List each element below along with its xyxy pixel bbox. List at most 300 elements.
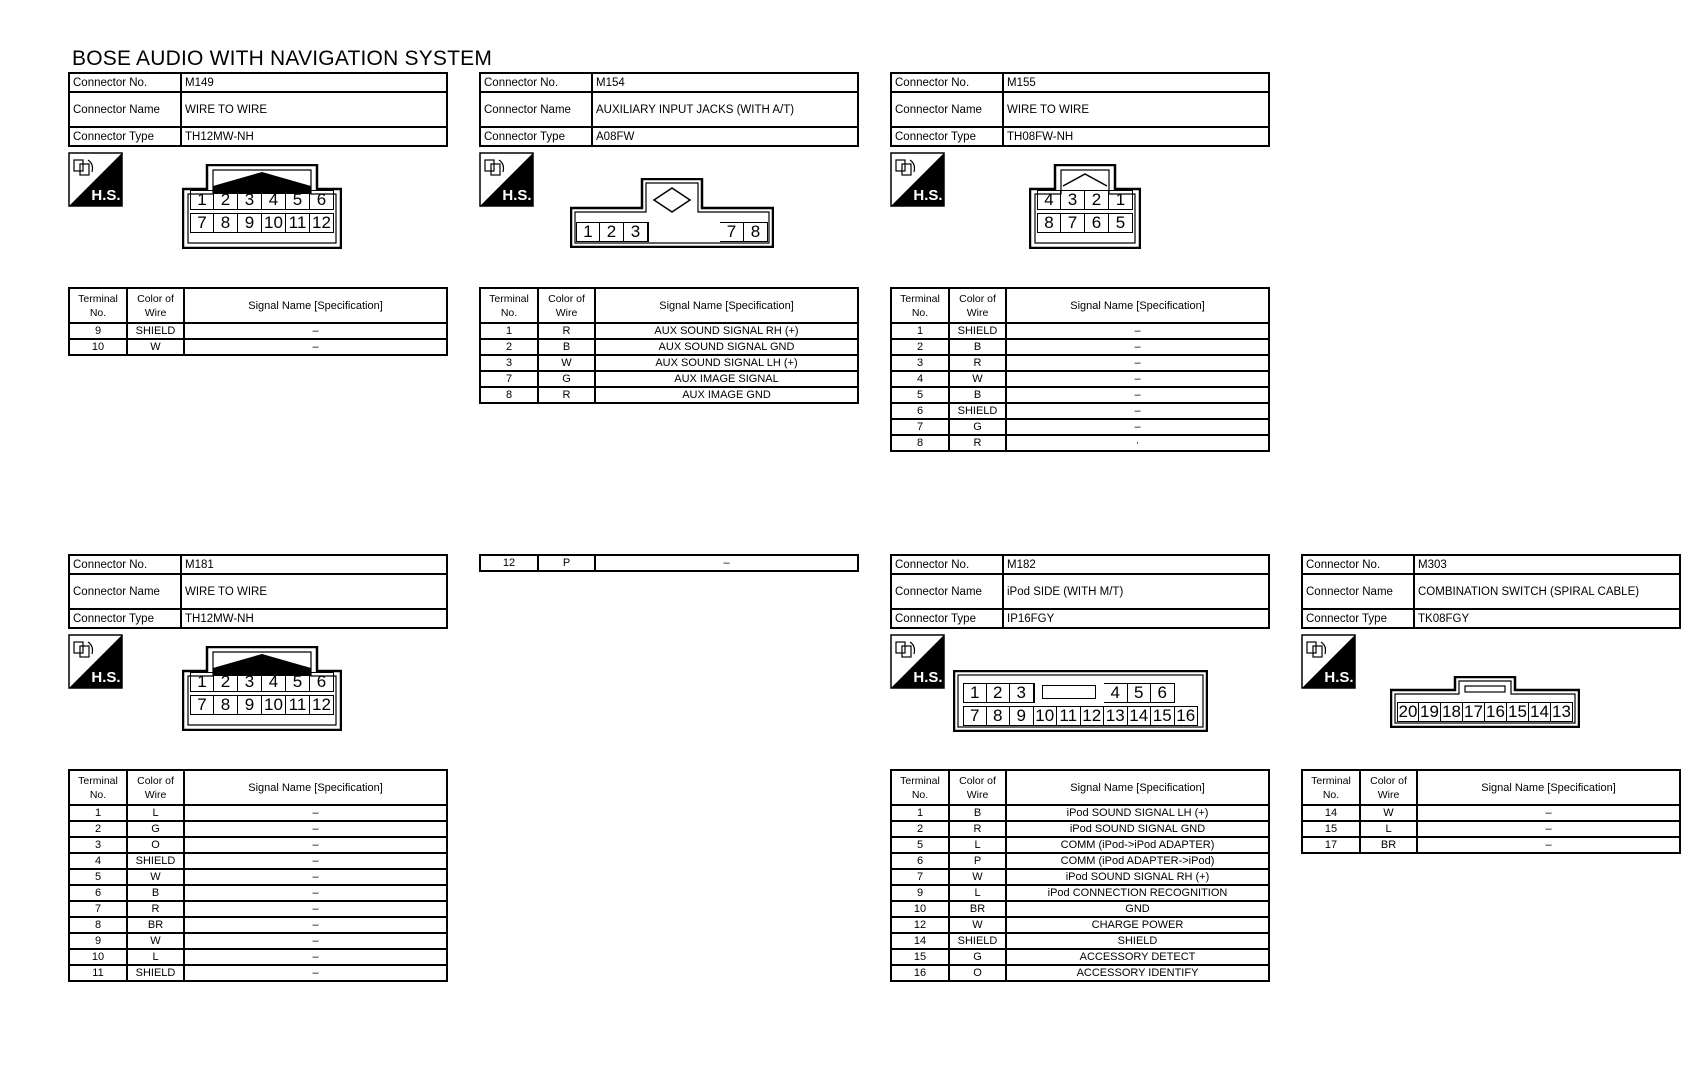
table-cell: – [184, 853, 447, 869]
pin-number: 12 [1081, 706, 1105, 726]
harness-side-icon [68, 152, 123, 207]
table-row [480, 323, 858, 339]
header-label: Connector Name [69, 92, 181, 127]
table-cell: 12 [891, 917, 949, 933]
pin-number: 15 [1151, 706, 1175, 726]
table-cell: P [538, 555, 595, 571]
table-cell: – [1417, 837, 1680, 853]
table-cell: – [1006, 403, 1269, 419]
table-row [891, 917, 1269, 933]
table-cell: 2 [69, 821, 127, 837]
table-row [69, 853, 447, 869]
table-row [69, 869, 447, 885]
table-cell: L [127, 949, 184, 965]
table-cell: 5 [891, 387, 949, 403]
header-label: Connector No. [69, 73, 181, 92]
pin-number: 5 [286, 672, 310, 692]
table-cell: iPod SOUND SIGNAL GND [1006, 821, 1269, 837]
table-cell: L [127, 805, 184, 821]
column-header: Terminal No. [480, 288, 538, 323]
connector-header [68, 554, 448, 629]
header-label: Connector Name [69, 574, 181, 609]
header-value: M182 [1003, 555, 1269, 574]
table-cell: L [949, 837, 1006, 853]
table-row [891, 821, 1269, 837]
table-cell: 6 [891, 853, 949, 869]
table-cell: BR [949, 901, 1006, 917]
table-row [891, 837, 1269, 853]
table-cell: O [949, 965, 1006, 981]
table-cell: – [184, 837, 447, 853]
table-cell: B [538, 339, 595, 355]
table-cell: SHIELD [127, 853, 184, 869]
header-label: Connector Type [891, 127, 1003, 146]
table-cell: W [949, 869, 1006, 885]
pin-number: 16 [1175, 706, 1199, 726]
table-row [891, 949, 1269, 965]
table-cell: 3 [69, 837, 127, 853]
table-cell: 1 [69, 805, 127, 821]
pin-number: 7 [963, 706, 987, 726]
header-label: Connector Type [1302, 609, 1414, 628]
table-row [891, 419, 1269, 435]
table-cell: 6 [891, 403, 949, 419]
table-cell: B [127, 885, 184, 901]
table-cell: 1 [891, 805, 949, 821]
column-header: Color of Wire [127, 288, 184, 323]
table-row [891, 339, 1269, 355]
connector-block-m182 [890, 554, 1270, 979]
table-cell: 17 [1302, 837, 1360, 853]
column-header: Signal Name [Specification] [184, 288, 447, 323]
header-label: Connector No. [891, 73, 1003, 92]
pin-blank [696, 222, 720, 242]
table-cell: G [538, 371, 595, 387]
table-row [69, 821, 447, 837]
pin-number: 8 [214, 213, 238, 233]
table-cell: W [127, 339, 184, 355]
table-cell: SHIELD [949, 323, 1006, 339]
table-row [480, 355, 858, 371]
table-cell: 14 [1302, 805, 1360, 821]
header-label: Connector No. [69, 555, 181, 574]
pin-number: 9 [238, 695, 262, 715]
table-cell: 14 [891, 933, 949, 949]
table-cell: 7 [69, 901, 127, 917]
table-cell: – [184, 965, 447, 981]
table-row [69, 901, 447, 917]
table-cell: 12 [480, 555, 538, 571]
pin-number: 3 [1061, 190, 1085, 210]
pin-number: 1 [190, 190, 214, 210]
pin-row [190, 190, 334, 210]
table-cell: R [949, 821, 1006, 837]
header-value: TH12MW-NH [181, 127, 447, 146]
table-cell: AUX SOUND SIGNAL RH (+) [595, 323, 858, 339]
table-cell: G [949, 949, 1006, 965]
table-cell: 2 [891, 821, 949, 837]
header-label: Connector Name [480, 92, 592, 127]
pin-number: 3 [1010, 683, 1034, 703]
connector-block-m181 [68, 554, 448, 979]
pin-number: 10 [262, 213, 286, 233]
table-cell: SHIELD [949, 933, 1006, 949]
page-title: BOSE AUDIO WITH NAVIGATION SYSTEM [72, 47, 493, 70]
connector-block-m149 [68, 72, 448, 353]
table-cell: 3 [480, 355, 538, 371]
table-cell: 2 [480, 339, 538, 355]
pin-number: 7 [720, 222, 744, 242]
harness-side-icon [479, 152, 534, 207]
pin-number: 1 [190, 672, 214, 692]
table-cell: R [949, 355, 1006, 371]
table-cell: AUX SOUND SIGNAL GND [595, 339, 858, 355]
table-cell: 10 [69, 949, 127, 965]
table-cell: B [949, 387, 1006, 403]
table-cell: SHIELD [127, 965, 184, 981]
pin-row [190, 213, 334, 233]
pin-number: 9 [238, 213, 262, 233]
table-cell: – [1006, 339, 1269, 355]
header-value: TK08FGY [1414, 609, 1680, 628]
svg-text:H.S.: H.S. [1324, 669, 1354, 686]
pin-number: 5 [1109, 213, 1133, 233]
pin-number: 2 [214, 672, 238, 692]
table-cell: iPod CONNECTION RECOGNITION [1006, 885, 1269, 901]
pin-number: 11 [286, 213, 310, 233]
table-cell: – [1006, 355, 1269, 371]
signal-table [1301, 769, 1681, 854]
table-cell: 4 [69, 853, 127, 869]
table-cell: L [949, 885, 1006, 901]
connector-header [68, 72, 448, 147]
table-row [69, 837, 447, 853]
table-cell: AUX SOUND SIGNAL LH (+) [595, 355, 858, 371]
column-header: Color of Wire [949, 288, 1006, 323]
pin-number: 4 [1037, 190, 1061, 210]
table-cell: – [1006, 419, 1269, 435]
header-value: M154 [592, 73, 858, 92]
table-cell: AUX IMAGE GND [595, 387, 858, 403]
table-cell: – [184, 821, 447, 837]
column-header: Color of Wire [127, 770, 184, 805]
table-cell: – [184, 339, 447, 355]
table-cell: 8 [480, 387, 538, 403]
pin-number: 3 [238, 672, 262, 692]
header-label: Connector Type [480, 127, 592, 146]
table-cell: – [184, 933, 447, 949]
pin-number: 2 [987, 683, 1011, 703]
pin-row [963, 683, 1175, 703]
table-cell: SHIELD [949, 403, 1006, 419]
column-header: Terminal No. [69, 288, 127, 323]
table-cell: ACCESSORY IDENTIFY [1006, 965, 1269, 981]
connector-header [890, 72, 1270, 147]
column-header: Color of Wire [1360, 770, 1417, 805]
connector-block-m154 [479, 72, 859, 401]
column-header: Signal Name [Specification] [1006, 288, 1269, 323]
harness-side-icon [1301, 634, 1356, 689]
signal-table [890, 769, 1270, 982]
header-value: iPod SIDE (WITH M/T) [1003, 574, 1269, 609]
table-row [1302, 821, 1680, 837]
table-cell: 7 [480, 371, 538, 387]
connector-block-m303 [1301, 554, 1681, 851]
header-value: AUXILIARY INPUT JACKS (WITH A/T) [592, 92, 858, 127]
signal-table [890, 287, 1270, 452]
table-cell: – [1006, 371, 1269, 387]
connector-header [479, 72, 859, 147]
table-cell: 15 [1302, 821, 1360, 837]
pin-number: 6 [310, 190, 334, 210]
pin-number: 9 [1010, 706, 1034, 726]
header-value: WIRE TO WIRE [181, 574, 447, 609]
table-row [891, 901, 1269, 917]
pin-number: 20 [1398, 702, 1418, 721]
pin-number: 2 [600, 222, 624, 242]
table-row [891, 965, 1269, 981]
pin-row [1037, 190, 1133, 210]
table-row [480, 371, 858, 387]
table-row [480, 387, 858, 403]
table-row [1302, 837, 1680, 853]
table-row [69, 933, 447, 949]
svg-text:H.S.: H.S. [502, 187, 532, 204]
table-cell: 8 [891, 435, 949, 451]
header-value: COMBINATION SWITCH (SPIRAL CABLE) [1414, 574, 1680, 609]
table-cell: – [184, 901, 447, 917]
pin-row [576, 222, 768, 242]
pin-number: 8 [987, 706, 1011, 726]
table-cell: COMM (iPod->iPod ADAPTER) [1006, 837, 1269, 853]
table-cell: 1 [480, 323, 538, 339]
table-cell: iPod SOUND SIGNAL LH (+) [1006, 805, 1269, 821]
pin-number: 1 [1109, 190, 1133, 210]
header-value: IP16FGY [1003, 609, 1269, 628]
table-cell: – [184, 805, 447, 821]
table-cell: 2 [891, 339, 949, 355]
table-cell: 9 [69, 933, 127, 949]
pin-number: 3 [238, 190, 262, 210]
table-cell: 8 [69, 917, 127, 933]
pin-number: 6 [310, 672, 334, 692]
column-header: Terminal No. [891, 770, 949, 805]
header-label: Connector Type [69, 609, 181, 628]
table-row [891, 435, 1269, 451]
table-cell: BR [1360, 837, 1417, 853]
pin-number: 6 [1151, 683, 1175, 703]
header-label: Connector Name [891, 92, 1003, 127]
table-cell: – [1006, 387, 1269, 403]
column-header: Signal Name [Specification] [1006, 770, 1269, 805]
signal-table [68, 769, 448, 982]
table-cell: CHARGE POWER [1006, 917, 1269, 933]
pin-number: 17 [1463, 702, 1485, 722]
column-header: Signal Name [Specification] [184, 770, 447, 805]
table-row [891, 869, 1269, 885]
pin-number: 5 [1128, 683, 1152, 703]
table-cell: W [949, 371, 1006, 387]
table-cell: · [1006, 435, 1269, 451]
pin-number: 16 [1485, 702, 1507, 722]
table-cell: R [538, 387, 595, 403]
table-row [891, 371, 1269, 387]
table-cell: W [538, 355, 595, 371]
signal-table [68, 287, 448, 356]
table-cell: SHIELD [127, 323, 184, 339]
column-header: Terminal No. [1302, 770, 1360, 805]
table-cell: 6 [69, 885, 127, 901]
table-cell: – [184, 917, 447, 933]
table-cell: 16 [891, 965, 949, 981]
header-label: Connector Type [69, 127, 181, 146]
table-row [891, 805, 1269, 821]
pin-number: 8 [214, 695, 238, 715]
column-header: Color of Wire [538, 288, 595, 323]
table-cell: – [1417, 805, 1680, 821]
table-row [69, 917, 447, 933]
header-value: TH08FW-NH [1003, 127, 1269, 146]
pin-number: 4 [1104, 683, 1128, 703]
table-cell: ACCESSORY DETECT [1006, 949, 1269, 965]
pin-number: 8 [1037, 213, 1061, 233]
pin-number: 13 [1551, 702, 1573, 722]
table-row [69, 965, 447, 981]
header-label: Connector Name [1302, 574, 1414, 609]
table-cell: 11 [69, 965, 127, 981]
pin-number: 18 [1441, 702, 1463, 722]
header-value: A08FW [592, 127, 858, 146]
pin-number: 2 [214, 190, 238, 210]
table-cell: 15 [891, 949, 949, 965]
table-cell: 3 [891, 355, 949, 371]
pin-row [1037, 213, 1133, 233]
pin-row [1397, 702, 1573, 722]
table-cell: B [949, 339, 1006, 355]
svg-text:H.S.: H.S. [91, 669, 121, 686]
column-header: Terminal No. [891, 288, 949, 323]
table-cell: – [1417, 821, 1680, 837]
header-value: TH12MW-NH [181, 609, 447, 628]
table-cell: W [127, 869, 184, 885]
column-header: Terminal No. [69, 770, 127, 805]
table-row [891, 323, 1269, 339]
svg-text:H.S.: H.S. [91, 187, 121, 204]
pin-number: 14 [1529, 702, 1551, 722]
pin-blank [648, 222, 672, 242]
pin-number: 2 [1085, 190, 1109, 210]
table-cell: G [127, 821, 184, 837]
table-cell: R [127, 901, 184, 917]
table-row [891, 853, 1269, 869]
pin-number: 5 [286, 190, 310, 210]
table-cell: W [127, 933, 184, 949]
table-row [69, 323, 447, 339]
table-cell: 7 [891, 869, 949, 885]
header-label: Connector No. [480, 73, 592, 92]
column-header: Signal Name [Specification] [1417, 770, 1680, 805]
table-cell: – [184, 323, 447, 339]
pin-number: 4 [262, 672, 286, 692]
pin-number: 19 [1419, 702, 1441, 722]
pin-number: 6 [1085, 213, 1109, 233]
pin-row [190, 672, 334, 692]
table-cell: O [127, 837, 184, 853]
header-label: Connector Name [891, 574, 1003, 609]
pin-number: 1 [576, 222, 600, 242]
header-value: M149 [181, 73, 447, 92]
table-cell: COMM (iPod ADAPTER->iPod) [1006, 853, 1269, 869]
table-row [891, 403, 1269, 419]
table-cell: 5 [891, 837, 949, 853]
connector-header [1301, 554, 1681, 629]
latch-slot [1042, 685, 1097, 699]
header-value: M181 [181, 555, 447, 574]
table-cell: GND [1006, 901, 1269, 917]
table-row [69, 339, 447, 355]
header-label: Connector No. [891, 555, 1003, 574]
pin-number: 15 [1507, 702, 1529, 722]
column-header: Color of Wire [949, 770, 1006, 805]
pin-number: 12 [310, 695, 334, 715]
table-cell: R [949, 435, 1006, 451]
pin-number: 13 [1104, 706, 1128, 726]
pin-number: 14 [1128, 706, 1152, 726]
table-row [891, 387, 1269, 403]
table-cell: 9 [891, 885, 949, 901]
pin-number: 4 [262, 190, 286, 210]
pin-number: 7 [190, 695, 214, 715]
harness-side-icon [68, 634, 123, 689]
table-cell: L [1360, 821, 1417, 837]
pin-number: 10 [262, 695, 286, 715]
pin-blank [672, 222, 696, 242]
table-cell: 7 [891, 419, 949, 435]
table-row [480, 555, 858, 571]
pin-number: 7 [190, 213, 214, 233]
table-cell: W [949, 917, 1006, 933]
pin-row [963, 706, 1198, 726]
table-cell: 10 [891, 901, 949, 917]
header-value: WIRE TO WIRE [181, 92, 447, 127]
header-label: Connector Type [891, 609, 1003, 628]
table-cell: B [949, 805, 1006, 821]
table-cell: G [949, 419, 1006, 435]
pin-number: 11 [286, 695, 310, 715]
connector-block-m155 [890, 72, 1270, 449]
table-row [891, 933, 1269, 949]
pin-number: 8 [744, 222, 768, 242]
table-cell: – [184, 949, 447, 965]
header-value: WIRE TO WIRE [1003, 92, 1269, 127]
table-cell: – [184, 869, 447, 885]
table-cell: 9 [69, 323, 127, 339]
pin-number: 1 [963, 683, 987, 703]
harness-side-icon [890, 634, 945, 689]
pin-number: 11 [1057, 706, 1081, 726]
table-row [891, 885, 1269, 901]
signal-table [479, 287, 859, 404]
harness-side-icon [890, 152, 945, 207]
column-header: Signal Name [Specification] [595, 288, 858, 323]
table-cell: BR [127, 917, 184, 933]
table-cell: 1 [891, 323, 949, 339]
pin-row [190, 695, 334, 715]
svg-text:H.S.: H.S. [913, 187, 943, 204]
table-cell: AUX IMAGE SIGNAL [595, 371, 858, 387]
pin-number: 7 [1061, 213, 1085, 233]
header-label: Connector No. [1302, 555, 1414, 574]
